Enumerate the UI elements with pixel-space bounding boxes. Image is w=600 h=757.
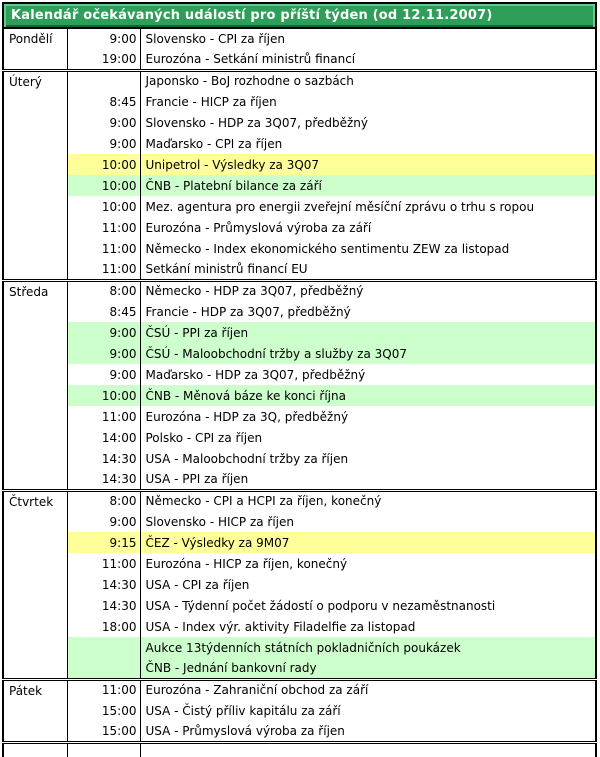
- event-description: Francie - HICP za říjen: [145, 94, 277, 109]
- event-row: [3, 490, 596, 511]
- event-description: USA - Průmyslová výroba za říjen: [145, 723, 345, 738]
- event-row: [3, 448, 596, 469]
- day-label: Středa: [3, 280, 67, 490]
- event-row: [3, 595, 596, 616]
- event-row: [3, 238, 596, 259]
- event-row: [3, 721, 596, 742]
- event-row: [3, 217, 596, 238]
- event-row: [3, 280, 596, 301]
- event-time: [67, 637, 140, 658]
- event-row: [3, 175, 596, 196]
- day-group: [3, 280, 596, 490]
- event-time: 9:00: [67, 343, 140, 364]
- event-time: 18:00: [67, 616, 140, 637]
- event-description: Mez. agentura pro energii zveřejní měsíční zprávu o trhu s ropou: [145, 199, 535, 214]
- event-description: Německo - Index ekonomického sentimentu ZEW za listopad: [145, 241, 510, 256]
- event-description: Německo - HDP za 3Q07, předběžný: [145, 284, 364, 299]
- event-time: 9:15: [67, 532, 140, 553]
- event-time: 19:00: [67, 49, 140, 70]
- event-row: [3, 679, 596, 700]
- event-time: 10:00: [67, 385, 140, 406]
- partial-day-group: [3, 742, 596, 757]
- event-time: 14:30: [67, 595, 140, 616]
- event-description: Maďarsko - HDP za 3Q07, předběžný: [145, 367, 366, 382]
- day-label: Pondělí: [3, 28, 67, 70]
- event-row: [3, 553, 596, 574]
- event-row: [3, 616, 596, 637]
- event-time: 8:45: [67, 301, 140, 322]
- event-row: [3, 700, 596, 721]
- event-time: 14:00: [67, 427, 140, 448]
- event-time: [67, 658, 140, 679]
- event-description: Eurozóna - HDP za 3Q, předběžný: [145, 409, 349, 424]
- event-time: 8:00: [67, 280, 140, 301]
- event-description: ČSÚ - PPI za říjen: [140, 322, 596, 343]
- event-row: [3, 301, 596, 322]
- event-row: [3, 259, 596, 280]
- event-time: 11:00: [67, 217, 140, 238]
- event-description: ČEZ - Výsledky za 9M07: [140, 532, 596, 553]
- event-time: 11:00: [67, 406, 140, 427]
- event-row: [3, 364, 596, 385]
- event-time: 9:00: [67, 112, 140, 133]
- event-row: [3, 511, 596, 532]
- event-row: [3, 469, 596, 490]
- day-group: [3, 490, 596, 679]
- event-time: 14:30: [67, 574, 140, 595]
- day-group: [3, 70, 596, 280]
- event-description: Aukce 13týdenních státních pokladničních poukázek: [140, 637, 596, 658]
- calendar-header-row: [3, 3, 596, 28]
- day-label: Čtvrtek: [3, 490, 67, 679]
- event-row: [3, 574, 596, 595]
- event-row: [3, 322, 596, 343]
- event-description: Eurozóna - Průmyslová výroba za září: [145, 220, 372, 235]
- event-description: USA - Maloobchodní tržby za říjen: [145, 451, 349, 466]
- event-time: [67, 742, 140, 757]
- calendar-title: Kalendář očekávaných událostí pro příští týden (od 12.11.2007): [3, 3, 596, 28]
- event-description: Eurozóna - Setkání ministrů financí: [145, 51, 356, 66]
- day-label: [3, 742, 67, 757]
- event-row: [3, 532, 596, 553]
- event-time: 11:00: [67, 553, 140, 574]
- event-description: Eurozóna - Zahraniční obchod za září: [145, 683, 369, 698]
- event-row: [3, 658, 596, 679]
- event-time: [67, 70, 140, 91]
- event-time: 14:30: [67, 469, 140, 490]
- event-time: 9:00: [67, 28, 140, 49]
- event-description: Francie - HDP za 3Q07, předběžný: [145, 304, 351, 319]
- event-description: ČNB - Měnová báze ke konci října: [140, 385, 596, 406]
- event-row: [3, 49, 596, 70]
- event-description: [140, 742, 596, 757]
- event-row: [3, 637, 596, 658]
- event-description: Slovensko - HICP za říjen: [145, 514, 295, 529]
- event-description: ČNB - Platební bilance za září: [140, 175, 596, 196]
- event-description: USA - Týdenní počet žádostí o podporu v nezaměstnanosti: [145, 598, 496, 613]
- event-time: 10:00: [67, 175, 140, 196]
- event-time: 9:00: [67, 511, 140, 532]
- event-description: Japonsko - BoJ rozhodne o sazbách: [145, 74, 354, 89]
- event-description: Polsko - CPI za říjen: [145, 430, 263, 445]
- event-row: [3, 91, 596, 112]
- event-time: 15:00: [67, 721, 140, 742]
- event-row: [3, 28, 596, 49]
- day-label: Úterý: [3, 70, 67, 280]
- event-description: ČSÚ - Maloobchodní tržby a služby za 3Q07: [140, 343, 596, 364]
- event-description: Eurozóna - HICP za říjen, konečný: [145, 556, 348, 571]
- event-time: 8:00: [67, 490, 140, 511]
- event-time: 11:00: [67, 679, 140, 700]
- event-description: USA - Čistý příliv kapitálu za září: [145, 703, 341, 718]
- event-time: 15:00: [67, 700, 140, 721]
- event-row: [3, 112, 596, 133]
- event-time: 11:00: [67, 259, 140, 280]
- event-description: USA - PPI za říjen: [145, 471, 249, 486]
- event-description: Unipetrol - Výsledky za 3Q07: [140, 154, 596, 175]
- event-time: 8:45: [67, 91, 140, 112]
- events-table: [2, 2, 597, 757]
- event-time: 9:00: [67, 322, 140, 343]
- event-row: [3, 406, 596, 427]
- event-time: 11:00: [67, 238, 140, 259]
- event-description: USA - CPI za říjen: [145, 577, 250, 592]
- event-description: Německo - CPI a HCPI za říjen, konečný: [145, 494, 382, 509]
- event-row: [3, 427, 596, 448]
- event-time: 10:00: [67, 154, 140, 175]
- event-description: Slovensko - CPI za říjen: [145, 32, 285, 46]
- event-time: 14:30: [67, 448, 140, 469]
- event-row: [3, 196, 596, 217]
- day-group: [3, 28, 596, 70]
- event-time: 9:00: [67, 133, 140, 154]
- event-row: [3, 70, 596, 91]
- event-description: Slovensko - HDP za 3Q07, předběžný: [145, 115, 369, 130]
- day-group: [3, 679, 596, 742]
- event-row: [3, 742, 596, 757]
- event-row: [3, 385, 596, 406]
- event-description: USA - Index výr. aktivity Filadelfie za listopad: [145, 619, 416, 634]
- event-row: [3, 154, 596, 175]
- day-label: Pátek: [3, 679, 67, 742]
- event-row: [3, 343, 596, 364]
- event-time: 9:00: [67, 364, 140, 385]
- event-description: ČNB - Jednání bankovní rady: [140, 658, 596, 679]
- event-time: 10:00: [67, 196, 140, 217]
- event-description: Maďarsko - CPI za říjen: [145, 136, 283, 151]
- event-row: [3, 133, 596, 154]
- event-description: Setkání ministrů financí EU: [145, 261, 308, 276]
